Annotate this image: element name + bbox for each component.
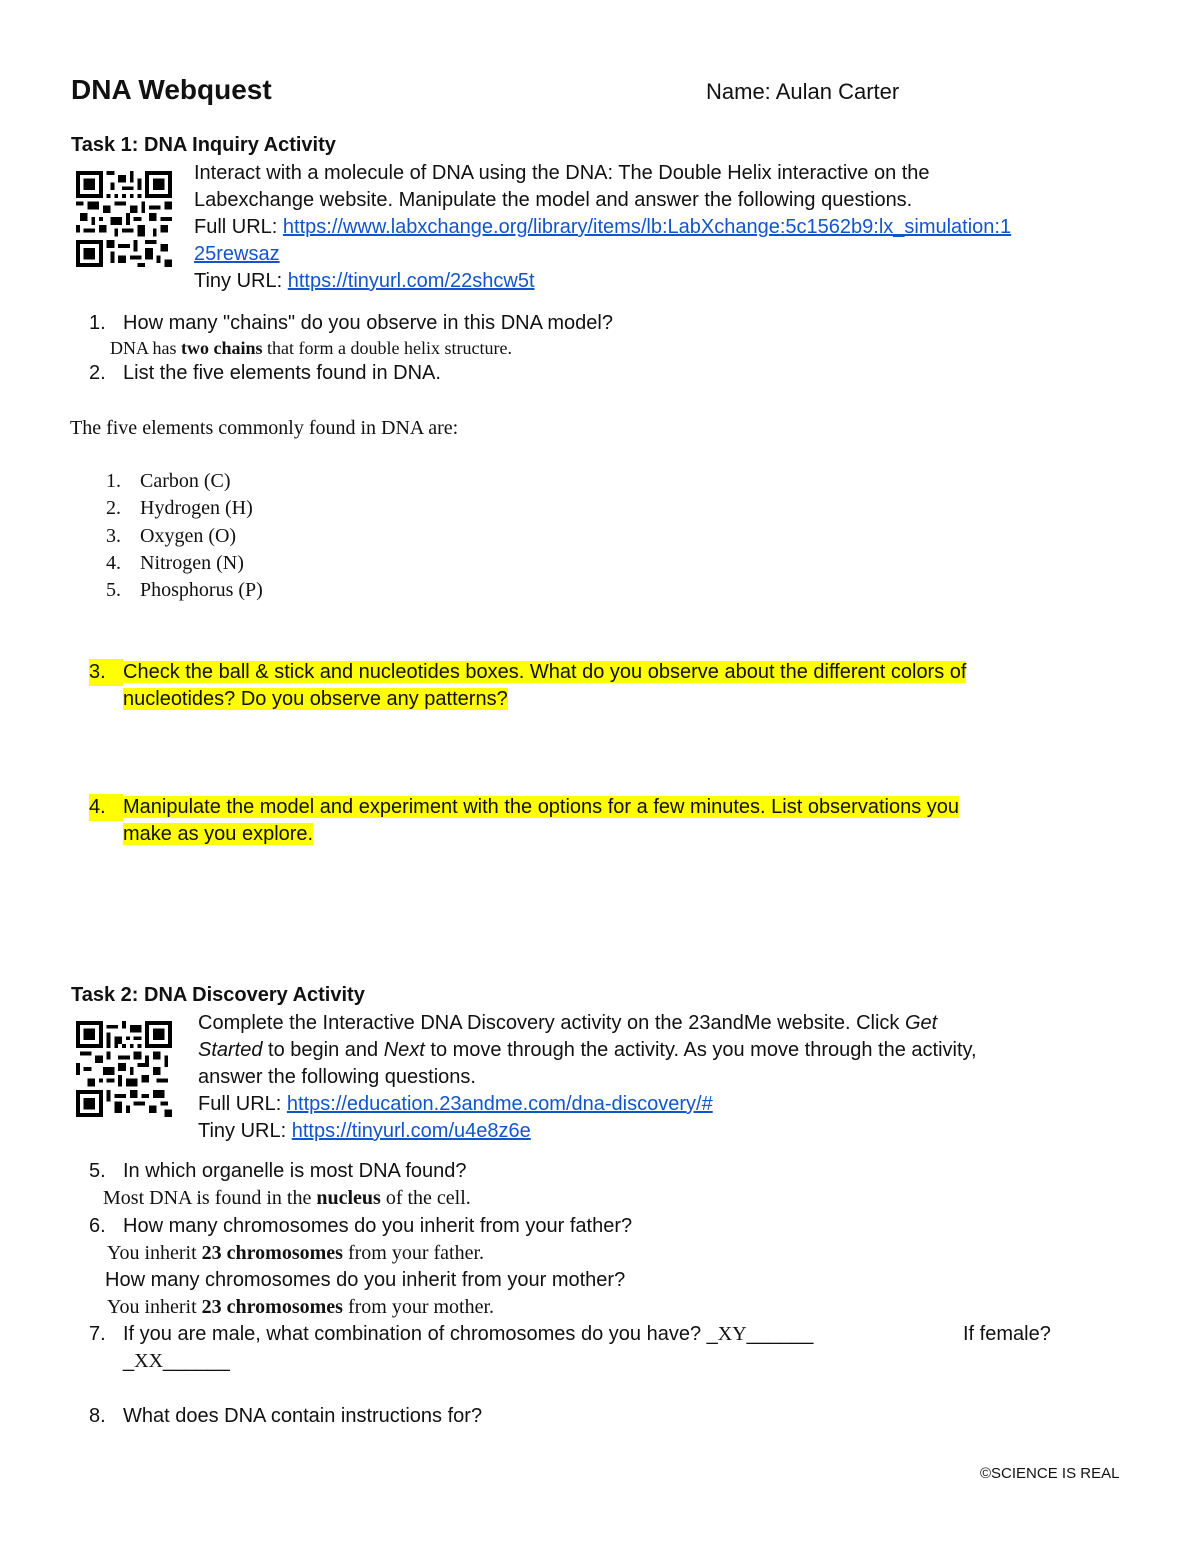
answer-2-intro: The five elements commonly found in DNA are: <box>70 417 459 439</box>
task2-tiny-url-label: Tiny URL: <box>198 1120 292 1142</box>
task2-tiny-url <box>198 1118 531 1145</box>
task2-intro-text: Complete the Interactive DNA Discovery activity on the 23andMe website. Click <box>198 1012 905 1034</box>
task2-intro-next: Next <box>383 1039 425 1061</box>
question-8-number: 8. <box>89 1405 106 1427</box>
qr-code-task1-icon <box>76 171 172 267</box>
task2-full-url <box>198 1091 713 1118</box>
answer-6a-bold: 23 chromosomes <box>201 1242 343 1264</box>
task1-tiny-url <box>194 268 535 295</box>
element-number: 5. <box>106 579 121 601</box>
answer-1-bold: two chains <box>181 338 263 358</box>
task2-full-url-link[interactable]: https://education.23andme.com/dna-discovery/# <box>286 1093 713 1115</box>
question-7 <box>89 1321 813 1348</box>
answer-5-bold: nucleus <box>316 1187 381 1209</box>
question-7-blank: ______ <box>163 1350 230 1372</box>
task2-intro-line3: answer the following questions. <box>198 1066 476 1088</box>
question-4-text: Manipulate the model and experiment with the options for a few minutes. List observations you <box>123 796 960 818</box>
question-3-cont <box>123 686 508 713</box>
answer-6a-post: from your father. <box>342 1242 485 1264</box>
page-title: DNA Webquest <box>71 74 272 105</box>
task1-intro-line2: Labexchange website. Manipulate the model and answer the following questions. <box>194 189 913 211</box>
question-2-text: List the five elements found in DNA. <box>123 362 441 384</box>
question-4-number: 4. <box>89 794 123 821</box>
question-6-number: 6. <box>89 1215 106 1237</box>
task2-intro-line2 <box>198 1037 977 1064</box>
element-text: Phosphorus (P) <box>140 579 263 601</box>
question-7-male-answer: XY <box>717 1323 747 1345</box>
task2-intro-started: Started <box>198 1039 263 1061</box>
question-7-female-answer: XX <box>134 1350 164 1372</box>
task1-tiny-url-link[interactable]: https://tinyurl.com/22shcw5t <box>287 270 535 292</box>
task1-tiny-url-label: Tiny URL: <box>194 270 288 292</box>
question-7-female-line <box>123 1348 230 1375</box>
question-4-text-cont: make as you explore. <box>123 823 314 845</box>
element-number: 3. <box>106 525 121 547</box>
answer-6b-pre: You inherit <box>107 1296 202 1318</box>
answer-1 <box>110 336 512 360</box>
element-text: Oxygen (O) <box>140 525 237 547</box>
answer-5 <box>103 1185 471 1212</box>
element-list-item <box>106 550 244 577</box>
question-7-blank: ______ <box>746 1323 814 1345</box>
question-3-text-cont: nucleotides? Do you observe any patterns? <box>123 688 508 710</box>
element-number: 1. <box>106 470 121 492</box>
question-5 <box>89 1158 467 1185</box>
answer-6b <box>107 1294 494 1321</box>
task1-full-url <box>194 214 1011 241</box>
question-7-number: 7. <box>89 1323 106 1345</box>
task1-full-url-link[interactable]: https://www.labxchange.org/library/items/lb:LabXchange:5c1562b9:lx_simulation:1 <box>282 216 1012 238</box>
element-text: Hydrogen (H) <box>140 497 253 519</box>
task1-heading: Task 1: DNA Inquiry Activity <box>71 134 336 156</box>
question-8-text: What does DNA contain instructions for? <box>123 1405 483 1427</box>
question-2-number: 2. <box>89 362 106 384</box>
question-3-text: Check the ball & stick and nucleotides boxes. What do you observe about the different colors of <box>123 661 967 683</box>
task1-full-url-link-cont[interactable]: 25rewsaz <box>194 243 280 265</box>
question-8 <box>89 1403 482 1430</box>
task2-intro-text: to move through the activity. As you move through the activity, <box>424 1039 977 1061</box>
answer-6a <box>107 1240 484 1267</box>
qr-code-task2-icon <box>76 1021 172 1117</box>
question-7-blank: _ <box>123 1350 135 1372</box>
question-5-text: In which organelle is most DNA found? <box>123 1160 467 1182</box>
task2-intro-text: to begin and <box>262 1039 384 1061</box>
question-7-female: If female? <box>963 1323 1051 1345</box>
element-number: 4. <box>106 552 121 574</box>
question-4 <box>89 794 959 821</box>
task2-full-url-label: Full URL: <box>198 1093 287 1115</box>
element-text: Carbon (C) <box>140 470 231 492</box>
answer-5-pre: Most DNA is found in the <box>103 1187 317 1209</box>
student-name: Name: Aulan Carter <box>706 79 900 104</box>
question-6 <box>89 1213 632 1240</box>
element-list-item <box>106 495 253 522</box>
element-text: Nitrogen (N) <box>140 552 244 574</box>
task2-intro-get: Get <box>904 1012 938 1034</box>
answer-6b-bold: 23 chromosomes <box>201 1296 343 1318</box>
question-3-number: 3. <box>89 659 123 686</box>
task2-intro-line1 <box>198 1010 937 1037</box>
question-3 <box>89 659 966 686</box>
question-1 <box>89 310 613 337</box>
task1-full-url-cont <box>194 241 280 268</box>
element-number: 2. <box>106 497 121 519</box>
task2-tiny-url-link[interactable]: https://tinyurl.com/u4e8z6e <box>291 1120 531 1142</box>
answer-5-post: of the cell. <box>380 1187 471 1209</box>
question-6b: How many chromosomes do you inherit from your mother? <box>105 1269 626 1291</box>
answer-1-post: that form a double helix structure. <box>262 338 512 358</box>
element-list-item <box>106 468 231 495</box>
task2-heading: Task 2: DNA Discovery Activity <box>71 984 365 1006</box>
task1-full-url-label: Full URL: <box>194 216 283 238</box>
question-2 <box>89 360 441 387</box>
copyright-footer: ©SCIENCE IS REAL <box>980 1465 1120 1482</box>
question-1-text: How many "chains" do you observe in this DNA model? <box>123 312 613 334</box>
question-4-cont <box>123 821 313 848</box>
element-list-item <box>106 523 236 550</box>
answer-6b-post: from your mother. <box>342 1296 495 1318</box>
question-6-text: How many chromosomes do you inherit from your father? <box>123 1215 633 1237</box>
element-list-item <box>106 577 263 604</box>
question-7-text: If you are male, what combination of chromosomes do you have? _ <box>123 1323 718 1345</box>
question-5-number: 5. <box>89 1160 106 1182</box>
answer-1-pre: DNA has <box>110 338 181 358</box>
answer-6a-pre: You inherit <box>107 1242 202 1264</box>
task1-intro-line1: Interact with a molecule of DNA using the DNA: The Double Helix interactive on the <box>194 162 930 184</box>
question-1-number: 1. <box>89 312 106 334</box>
